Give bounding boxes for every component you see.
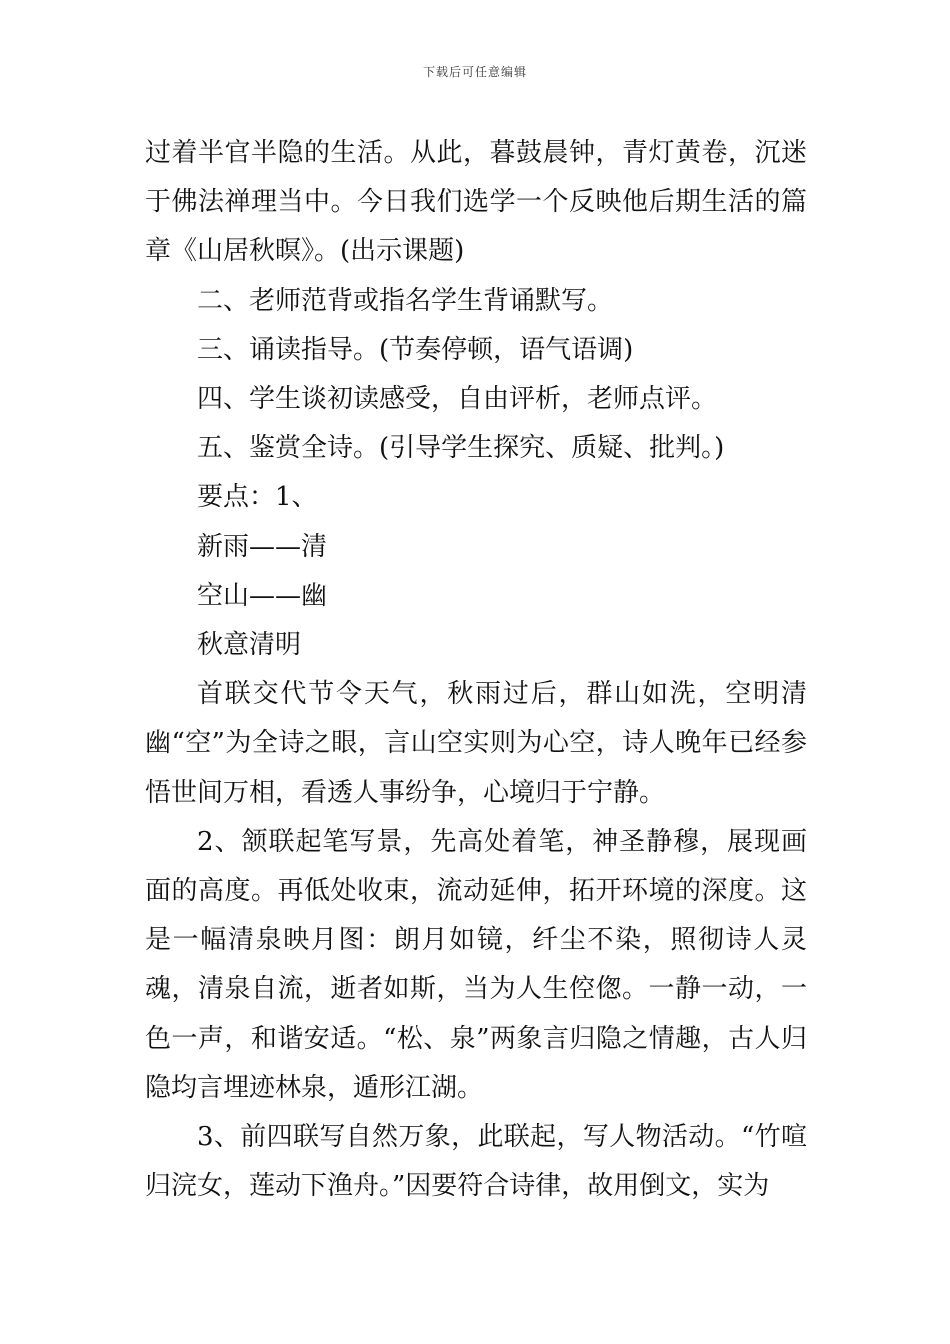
paragraph-third-couplet: 3、前四联写自然万象，此联起，写人物活动。“竹喧归浣女，莲动下渔舟。”因要符合诗律，故用倒文，实为 [145,1122,807,1202]
paragraph-point-mountain: 空山——幽 [197,580,328,611]
paragraph-key-points: 要点：1、 [197,482,318,513]
page-header-note: 下载后可任意编辑 [422,65,527,79]
paragraph-intro-continuation: 过着半官半隐的生活。从此，暮鼓晨钟，青灯黄卷，沉迷于佛法禅理当中。今日我们选学一个反映他后期生活的篇章《山居秋暝》。(出示课题) [145,138,807,267]
paragraph-point-rain: 新雨——清 [197,531,328,562]
paragraph-first-couplet: 首联交代节令天气，秋雨过后，群山如洗，空明清幽“空”为全诗之眼，言山空实则为心空，诗人晚年已经参悟世间万相，看透人事纷争，心境归于宁静。 [145,679,807,808]
document-body [145,129,807,1211]
paragraph-step-three: 三、诵读指导。(节奏停顿，语气语调) [197,334,634,365]
paragraph-step-two: 二、老师范背或指名学生背诵默写。 [197,285,614,316]
paragraph-point-autumn: 秋意清明 [197,630,302,661]
paragraph-step-five: 五、鉴赏全诗。(引导学生探究、质疑、批判。) [197,433,725,464]
paragraph-second-couplet: 2、颔联起笔写景，先高处着笔，神圣静穆，展现画面的高度。再低处收束，流动延伸，拓开环境的深度。这是一幅清泉映月图：朗月如镜，纤尘不染，照彻诗人灵魂，清泉自流，逝者如斯，当为人生倥偬。一静一动，一色一声，和谐安适。“松、泉”两象言归隐之情趣，古人归隐均言埋迹林泉，遁形江湖。 [145,826,807,1103]
paragraph-step-four: 四、学生谈初读感受，自由评析，老师点评。 [197,384,718,415]
